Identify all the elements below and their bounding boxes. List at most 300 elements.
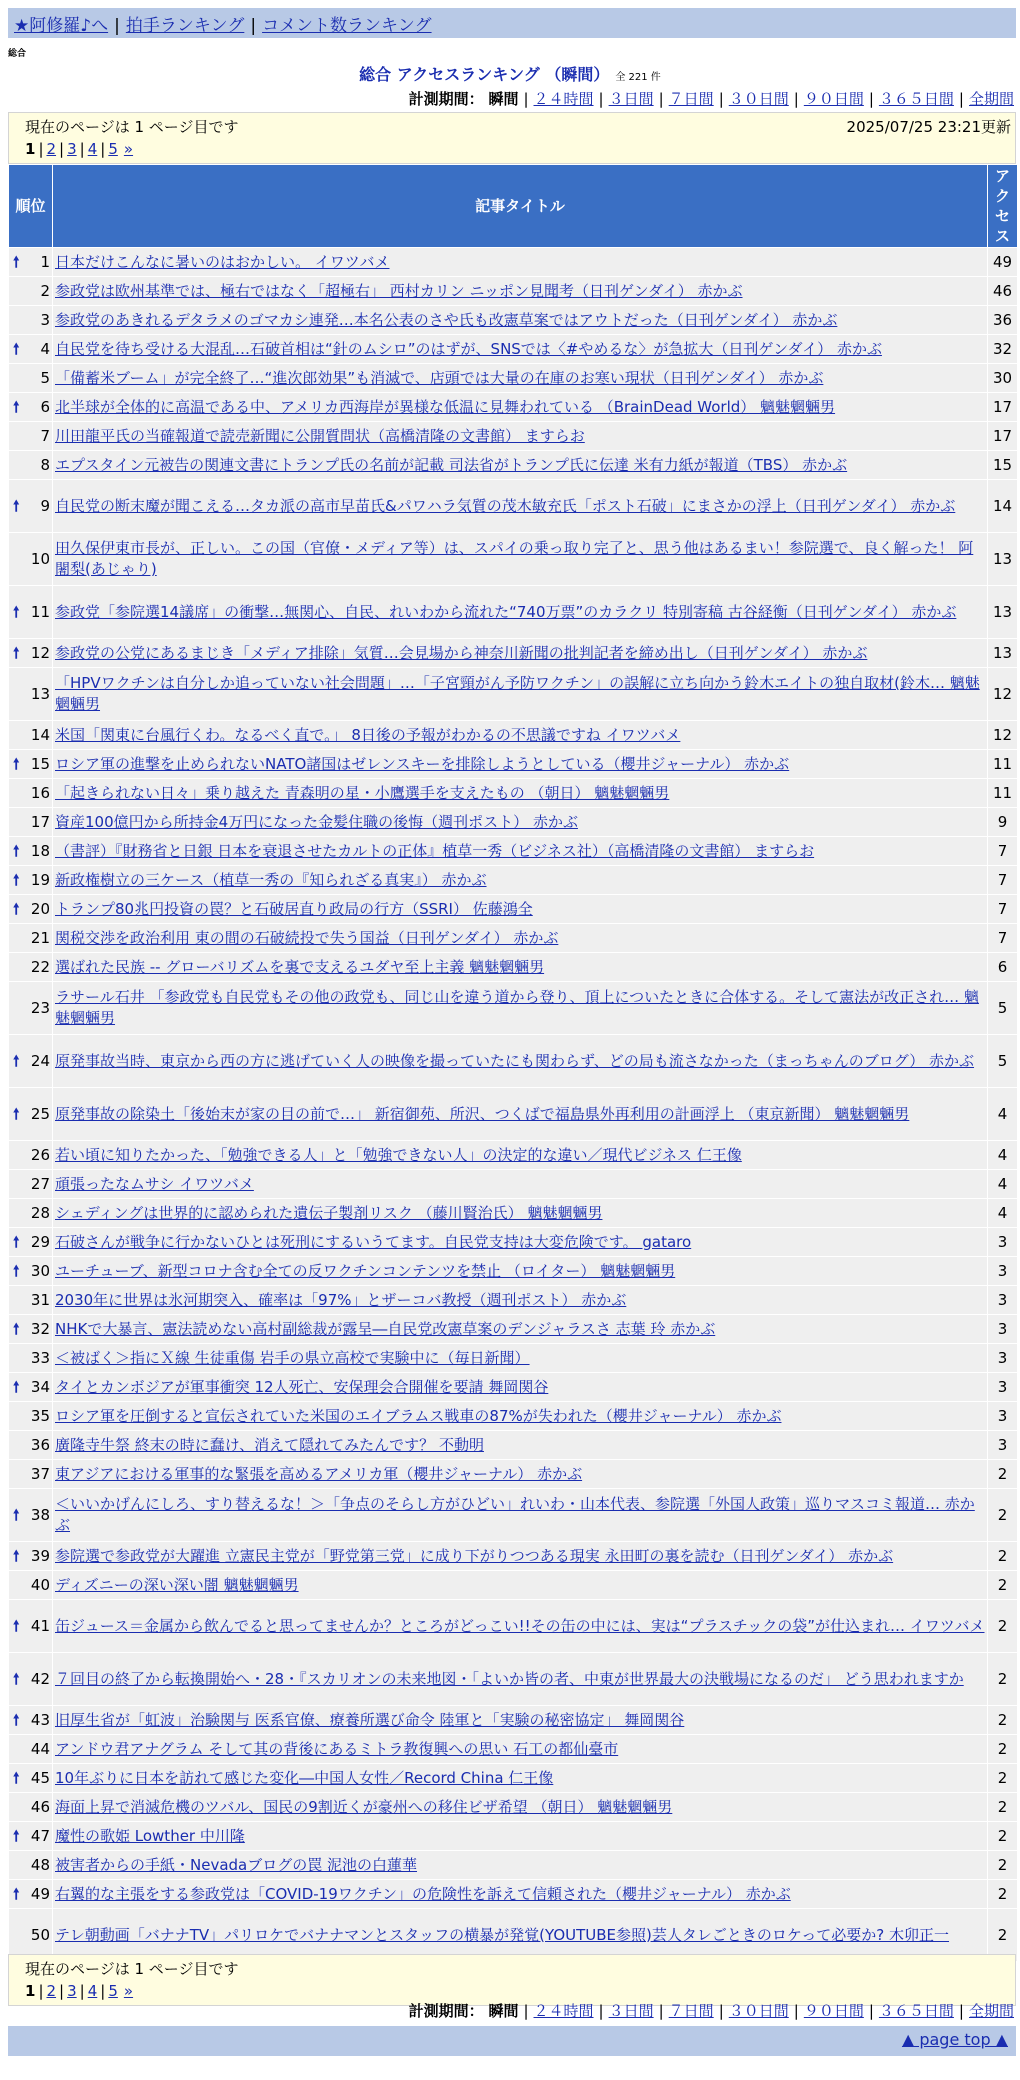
rank-number: 5	[40, 368, 50, 387]
title-cell	[53, 982, 988, 1035]
page-link-5[interactable]: 5	[108, 140, 118, 158]
access-count: 17	[988, 422, 1018, 451]
article-title-link[interactable]: 原発事故の除染土「後始末が家の目の前で…」 新宿御苑、所沢、つくばで福島県外再利用の計画浮上 （東京新聞） 魑魅魍魎男	[55, 1104, 910, 1123]
article-title-link[interactable]: 参院選で参政党が大躍進 立憲民主党が「野党第三党」に成り下がりつつある現実 永田町の裏を読む（日刊ゲンダイ） 赤かぶ	[55, 1546, 894, 1565]
article-title-link[interactable]: 「起きられない日々」乗り越えた 青森明の星・小鷹選手を支えたもの （朝日） 魑魅魍魎男	[55, 783, 670, 802]
title-cell	[53, 1571, 988, 1600]
rank-cell	[9, 306, 53, 335]
article-title-link[interactable]: 日本だけこんなに暑いのはおかしい。 イワツバメ	[55, 252, 390, 271]
access-count: 3	[988, 1257, 1018, 1286]
title-cell	[53, 1489, 988, 1542]
access-count: 15	[988, 451, 1018, 480]
rank-cell	[9, 586, 53, 639]
title-cell	[53, 668, 988, 721]
table-row	[9, 451, 1018, 480]
access-count: 2	[988, 1571, 1018, 1600]
access-count: 4	[988, 1088, 1018, 1141]
title-cell	[53, 277, 988, 306]
period-option-90d[interactable]: ９０日間	[803, 90, 864, 108]
rank-cell	[9, 1431, 53, 1460]
table-row	[9, 1764, 1018, 1793]
rank-number: 48	[30, 1855, 50, 1874]
table-row	[9, 277, 1018, 306]
access-count: 46	[988, 277, 1018, 306]
rank-number: 25	[30, 1104, 50, 1123]
article-title-link[interactable]: 自民党を待ち受ける大混乱…石破首相は“針のムシロ”のはずが、SNSでは〈#やめるな〉が急拡大（日刊ゲンダイ） 赤かぶ	[55, 339, 882, 358]
rank-cell	[9, 1851, 53, 1880]
title-cell	[53, 248, 988, 277]
table-row	[9, 1706, 1018, 1735]
title-cell	[53, 895, 988, 924]
rank-number: 34	[30, 1377, 50, 1396]
article-title-link[interactable]: 自民党の断末魔が聞こえる…タカ派の高市早苗氏&パワハラ気質の茂木敏充氏「ポスト石破」にまさかの浮上（日刊ゲンダイ） 赤かぶ	[55, 496, 956, 515]
period-option-30d[interactable]: ３０日間	[728, 90, 789, 108]
rank-up-arrow-icon: 🠕	[13, 1617, 20, 1635]
article-title-link[interactable]: トランプ80兆円投資の罠？と石破居直り政局の行方（SSRI） 佐藤鴻全	[55, 899, 533, 918]
article-title-link[interactable]: 右翼的な主張をする参政党は「COVID-19ワクチン」の危険性を訴えて信頼された（櫻井ジャーナル） 赤かぶ	[55, 1884, 791, 1903]
access-count: 2	[988, 1735, 1018, 1764]
header-access: アクセス	[988, 165, 1018, 248]
category-label: 総合	[8, 49, 27, 59]
access-count: 2	[988, 1460, 1018, 1489]
title-cell	[53, 1315, 988, 1344]
access-count: 12	[988, 721, 1018, 750]
table-row	[9, 1141, 1018, 1170]
table-row	[9, 1460, 1018, 1489]
title-cell	[53, 393, 988, 422]
table-row	[9, 1199, 1018, 1228]
rank-up-arrow-icon: 🠕	[13, 1262, 20, 1280]
access-count: 3	[988, 1315, 1018, 1344]
article-title-link[interactable]: テレ朝動画「バナナTV」パリロケでバナナマンとスタッフの横暴が発覚(YOUTUBE参照)芸人タレごときのロケって必要か? 木卯正一	[55, 1925, 950, 1944]
rank-cell	[9, 1035, 53, 1088]
rank-number: 15	[30, 754, 50, 773]
rank-up-arrow-icon: 🠕	[13, 1052, 20, 1070]
rank-up-arrow-icon: 🠕	[13, 871, 20, 889]
period-option-365d[interactable]: ３６５日間	[878, 90, 954, 108]
period-option-24h[interactable]: ２４時間	[533, 2002, 594, 2020]
article-title-link[interactable]: 参政党は欧州基準では、極右ではなく「超極右」 西村カリン ニッポン見聞考（日刊ゲンダイ） 赤かぶ	[55, 281, 743, 300]
article-title-link[interactable]: 川田龍平氏の当確報道で読売新聞に公開質問状（高橋清隆の文書館） ますらお	[55, 426, 585, 445]
rank-up-arrow-icon: 🠕	[13, 1105, 20, 1123]
title-cell	[53, 1373, 988, 1402]
page-top-link[interactable]: ▲ page top ▲	[901, 2030, 1008, 2049]
rank-cell	[9, 1706, 53, 1735]
title-cell	[53, 779, 988, 808]
article-title-link[interactable]: 石破さんが戦争に行かないひとは死刑にするいうてます。自民党支持は大変危険です。 gataro	[55, 1232, 692, 1251]
article-title-link[interactable]: アンドウ君アナグラム そして其の背後にあるミトラ教復興への思い 石工の都仙臺市	[55, 1739, 619, 1758]
article-title-link[interactable]: 東アジアにおける軍事的な緊張を高めるアメリカ軍（櫻井ジャーナル） 赤かぶ	[55, 1464, 583, 1483]
rank-cell	[9, 1542, 53, 1571]
article-title-link[interactable]: 関税交渉を政治利用 東の間の石破続投で失う国益（日刊ゲンダイ） 赤かぶ	[55, 928, 559, 947]
rank-up-arrow-icon: 🠕	[13, 1547, 20, 1565]
rank-up-arrow-icon: 🠕	[13, 1711, 20, 1729]
rank-cell	[9, 750, 53, 779]
title-cell	[53, 1228, 988, 1257]
period-option-7d[interactable]: ７日間	[668, 2002, 714, 2020]
table-row	[9, 533, 1018, 586]
title-cell	[53, 1706, 988, 1735]
article-title-link[interactable]: ユーチューブ、新型コロナ含む全ての反ワクチンコンテンツを禁止 （ロイター） 魑魅魍魎男	[55, 1261, 676, 1280]
rank-number: 14	[30, 725, 50, 744]
access-count: 36	[988, 306, 1018, 335]
access-count: 32	[988, 335, 1018, 364]
rank-number: 8	[40, 455, 50, 474]
title-cell	[53, 1460, 988, 1489]
period-label: 計測期間：	[408, 2002, 484, 2020]
table-row	[9, 393, 1018, 422]
title-cell	[53, 1793, 988, 1822]
rank-number: 22	[30, 957, 50, 976]
table-row	[9, 1035, 1018, 1088]
period-option-3d[interactable]: ３日間	[608, 90, 654, 108]
rank-number: 33	[30, 1348, 50, 1367]
page-title-text: 総合 アクセスランキング （瞬間）	[359, 65, 610, 84]
table-row	[9, 639, 1018, 668]
article-title-link[interactable]: ディズニーの深い深い闇 魑魅魍魎男	[55, 1575, 299, 1594]
title-cell	[53, 1735, 988, 1764]
title-cell	[53, 364, 988, 393]
article-title-link[interactable]: 「備蓄米ブーム」が完全終了…“進次郎効果”も消滅で、店頭では大量の在庫のお寒い現状（日刊ゲンダイ） 赤かぶ	[55, 368, 824, 387]
header-title: 記事タイトル	[53, 165, 988, 248]
pager-bottom	[8, 1954, 1016, 2006]
table-row	[9, 924, 1018, 953]
rank-cell	[9, 1600, 53, 1653]
table-row	[9, 895, 1018, 924]
article-title-link[interactable]: 新政権樹立の三ケース（植草一秀の『知られざる真実』） 赤かぶ	[55, 870, 487, 889]
rank-number: 42	[30, 1669, 50, 1688]
article-title-link[interactable]: 魔性の歌姫 Lowther 中川隆	[55, 1826, 245, 1845]
nav-link-comment-ranking[interactable]: コメント数ランキング	[262, 16, 432, 36]
rank-cell	[9, 1735, 53, 1764]
access-count: 4	[988, 1141, 1018, 1170]
article-title-link[interactable]: タイとカンボジアが軍事衝突 12人死亡、安保理会合開催を要請 舞岡関谷	[55, 1377, 549, 1396]
access-count: 2	[988, 1764, 1018, 1793]
table-row	[9, 1228, 1018, 1257]
rank-up-arrow-icon: 🠕	[13, 497, 20, 515]
table-row	[9, 953, 1018, 982]
period-option-all[interactable]: 全期間	[968, 2002, 1014, 2020]
title-cell	[53, 422, 988, 451]
page-current: 1	[25, 1982, 36, 2000]
page-link-2[interactable]: 2	[46, 140, 57, 158]
rank-cell	[9, 1141, 53, 1170]
updated-timestamp: 2025/07/25 23:21更新	[846, 118, 1011, 136]
table-row	[9, 1402, 1018, 1431]
rank-number: 35	[30, 1406, 50, 1425]
title-cell	[53, 808, 988, 837]
rank-number: 13	[30, 684, 50, 703]
table-row	[9, 248, 1018, 277]
article-title-link[interactable]: ロシア軍の進撃を止められないNATO諸国はゼレンスキーを排除しようとしている（櫻井ジャーナル） 赤かぶ	[55, 754, 790, 773]
table-row	[9, 1489, 1018, 1542]
access-count: 2	[988, 1542, 1018, 1571]
table-row	[9, 1431, 1018, 1460]
table-row	[9, 1793, 1018, 1822]
access-count: 2	[988, 1489, 1018, 1542]
rank-cell	[9, 982, 53, 1035]
article-title-link[interactable]: エプスタイン元被告の関連文書にトランプ氏の名前が記載 司法省がトランプ氏に伝達 米有力紙が報道（TBS） 赤かぶ	[55, 455, 848, 474]
rank-number: 49	[30, 1884, 50, 1903]
access-count: 13	[988, 639, 1018, 668]
total-count: 全 221 件	[615, 72, 661, 83]
rank-number: 47	[30, 1826, 50, 1845]
rank-cell	[9, 533, 53, 586]
rank-up-arrow-icon: 🠕	[13, 1378, 20, 1396]
nav-link-clap-ranking[interactable]: 拍手ランキング	[125, 16, 245, 36]
table-row	[9, 1653, 1018, 1706]
rank-up-arrow-icon: 🠕	[13, 1670, 20, 1688]
title-cell	[53, 953, 988, 982]
rank-cell	[9, 1228, 53, 1257]
access-count: 4	[988, 1170, 1018, 1199]
page-current: 1	[25, 140, 36, 158]
rank-up-arrow-icon: 🠕	[13, 1827, 20, 1845]
rank-cell	[9, 668, 53, 721]
access-count: 4	[988, 1199, 1018, 1228]
table-row	[9, 866, 1018, 895]
table-row	[9, 1600, 1018, 1653]
access-count: 7	[988, 866, 1018, 895]
nav-link-asyura[interactable]: ★阿修羅♪へ	[14, 16, 109, 36]
title-cell	[53, 750, 988, 779]
pager-current-text: 現在のページは 1 ページ目です	[25, 1960, 239, 1978]
page-link-5[interactable]: 5	[108, 1982, 118, 2000]
table-row	[9, 1851, 1018, 1880]
rank-number: 44	[30, 1739, 50, 1758]
rank-cell	[9, 451, 53, 480]
rank-number: 21	[30, 928, 50, 947]
page-link-3[interactable]: 3	[67, 1982, 77, 2000]
page-link-2[interactable]: 2	[46, 1982, 57, 2000]
rank-number: 23	[30, 998, 50, 1017]
rank-cell	[9, 866, 53, 895]
rank-cell	[9, 1793, 53, 1822]
table-row	[9, 779, 1018, 808]
title-cell	[53, 306, 988, 335]
access-count: 3	[988, 1344, 1018, 1373]
access-count: 14	[988, 480, 1018, 533]
access-count: 5	[988, 982, 1018, 1035]
access-count: 3	[988, 1373, 1018, 1402]
rank-up-arrow-icon: 🠕	[13, 340, 20, 358]
title-cell	[53, 1199, 988, 1228]
rank-cell	[9, 480, 53, 533]
article-title-link[interactable]: 10年ぶりに日本を訪れて感じた変化―中国人女性／Record China 仁王像	[55, 1768, 554, 1787]
article-title-link[interactable]: 参政党のあきれるデタラメのゴマカシ連発…本名公表のさや氏も改憲草案ではアウトだった（日刊ゲンダイ） 赤かぶ	[55, 310, 838, 329]
article-title-link[interactable]: 被害者からの手紙・Nevadaブログの罠 泥池の白蓮華	[55, 1855, 418, 1874]
rank-number: 12	[30, 643, 50, 662]
access-count: 7	[988, 895, 1018, 924]
period-option-365d[interactable]: ３６５日間	[878, 2002, 954, 2020]
article-title-link[interactable]: 廣隆寺牛祭 終末の時に蠢け、消えて隠れてみたんです？ 不動明	[55, 1435, 484, 1454]
rank-number: 39	[30, 1546, 50, 1565]
period-option-7d[interactable]: ７日間	[668, 90, 714, 108]
access-count: 7	[988, 837, 1018, 866]
rank-number: 26	[30, 1145, 50, 1164]
article-title-link[interactable]: ＜いいかげんにしろ、すり替えるな！＞「争点のそらし方がひどい」れいわ・山本代表、参院選「外国人政策」巡りマスコミ報道… 赤かぶ	[55, 1495, 975, 1534]
table-row	[9, 1373, 1018, 1402]
article-title-link[interactable]: 「HPVワクチンは自分しか追っていない社会問題」…「子宮頸がん予防ワクチン」の誤解に立ち向かう鈴木エイトの独自取材(鈴木… 魑魅魍魎男	[55, 674, 980, 713]
article-title-link[interactable]: 缶ジュース＝金属から飲んでると思ってませんか？ところがどっこい!!その缶の中には、実は“プラスチックの袋”が仕込まれ… イワツバメ	[55, 1616, 985, 1635]
table-header-row	[9, 165, 1018, 248]
title-cell	[53, 721, 988, 750]
title-cell	[53, 639, 988, 668]
table-row	[9, 808, 1018, 837]
page-link-4[interactable]: 4	[87, 1982, 98, 2000]
period-option-30d[interactable]: ３０日間	[728, 2002, 789, 2020]
article-title-link[interactable]: 資産100億円から所持金4万円になった金髪住職の後悔（週刊ポスト） 赤かぶ	[55, 812, 578, 831]
access-count: 11	[988, 750, 1018, 779]
rank-cell	[9, 1653, 53, 1706]
rank-cell	[9, 1822, 53, 1851]
table-row	[9, 480, 1018, 533]
rank-cell	[9, 277, 53, 306]
table-row	[9, 335, 1018, 364]
rank-number: 18	[30, 841, 50, 860]
rank-up-arrow-icon: 🠕	[13, 1506, 20, 1524]
table-row	[9, 1571, 1018, 1600]
period-option-all[interactable]: 全期間	[968, 90, 1014, 108]
rank-number: 3	[40, 310, 50, 329]
table-row	[9, 1735, 1018, 1764]
rank-cell	[9, 1199, 53, 1228]
table-row	[9, 306, 1018, 335]
access-count: 2	[988, 1880, 1018, 1909]
article-title-link[interactable]: シェディングは世界的に認められた遺伝子製剤リスク （藤川賢治氏） 魑魅魍魎男	[55, 1203, 603, 1222]
rank-up-arrow-icon: 🠕	[13, 253, 20, 271]
rank-cell	[9, 837, 53, 866]
article-title-link[interactable]: 旧厚生省が「虹波」治験関与 医系官僚、療養所選び命令 陸軍と「実験の秘密協定」 舞岡関谷	[55, 1710, 685, 1729]
table-row	[9, 1088, 1018, 1141]
table-row	[9, 1344, 1018, 1373]
table-row	[9, 364, 1018, 393]
period-option-90d[interactable]: ９０日間	[803, 2002, 864, 2020]
access-count: 12	[988, 668, 1018, 721]
title-cell	[53, 1170, 988, 1199]
title-cell	[53, 480, 988, 533]
top-nav-bar	[8, 8, 1016, 38]
rank-cell	[9, 1088, 53, 1141]
rank-cell	[9, 1764, 53, 1793]
table-row	[9, 1542, 1018, 1571]
table-row	[9, 668, 1018, 721]
rank-cell	[9, 924, 53, 953]
rank-number: 9	[40, 496, 50, 515]
article-title-link[interactable]: 参政党「参院選14議席」の衝撃…無関心、自民、れいわから流れた“740万票”のカラクリ 特別寄稿 古谷経衡（日刊ゲンダイ） 赤かぶ	[55, 602, 957, 621]
rank-up-arrow-icon: 🠕	[13, 644, 20, 662]
access-count: 11	[988, 779, 1018, 808]
period-current: 瞬間	[488, 90, 519, 108]
rank-number: 11	[30, 602, 50, 621]
article-title-link[interactable]: 頑張ったなムサシ イワツバメ	[55, 1174, 254, 1193]
rank-up-arrow-icon: 🠕	[13, 755, 20, 773]
title-cell	[53, 866, 988, 895]
article-title-link[interactable]: 田久保伊東市長が、正しい。この国（官僚・メディア等）は、スパイの乗っ取り完了と、思う他はあるまい！参院選で、良く解った！ 阿闍梨(あじゃり)	[55, 539, 974, 578]
rank-number: 1	[40, 252, 50, 271]
table-row	[9, 1822, 1018, 1851]
page-next-link[interactable]: »	[123, 1982, 134, 2000]
period-option-3d[interactable]: ３日間	[608, 2002, 654, 2020]
article-title-link[interactable]: （書評）『財務省と日銀 日本を衰退させたカルトの正体』植草一秀（ビジネス社）（高橋清隆の文書館） ますらお	[55, 841, 815, 860]
rank-number: 28	[30, 1203, 50, 1222]
rank-cell	[9, 393, 53, 422]
article-title-link[interactable]: ７回目の終了から転換開始へ・28・『スカリオンの未来地図・「よいか皆の者、中東が世界最大の決戦場になるのだ」 どう思われますか	[55, 1669, 964, 1688]
access-count: 6	[988, 953, 1018, 982]
rank-up-arrow-icon: 🠕	[13, 603, 20, 621]
article-title-link[interactable]: 参政党の公党にあるまじき「メディア排除」気質…会見場から神奈川新聞の批判記者を締め出し（日刊ゲンダイ） 赤かぶ	[55, 643, 868, 662]
page-link-4[interactable]: 4	[87, 140, 98, 158]
access-count: 5	[988, 1035, 1018, 1088]
page-links: 1 | 2 | 3 | 4 | 5 »	[25, 1982, 134, 2000]
rank-cell	[9, 779, 53, 808]
page-title	[0, 62, 1020, 85]
table-row	[9, 1315, 1018, 1344]
access-count: 2	[988, 1653, 1018, 1706]
article-title-link[interactable]: 2030年に世界は氷河期突入、確率は「97%」とザーコバ教授（週刊ポスト） 赤かぶ	[55, 1290, 627, 1309]
article-title-link[interactable]: 若い頃に知りたかった、「勉強できる人」と「勉強できない人」の決定的な違い／現代ビジネス 仁王像	[55, 1145, 742, 1164]
rank-number: 27	[30, 1174, 50, 1193]
article-title-link[interactable]: 選ばれた民族 -- グローバリズムを裏で支えるユダヤ至上主義 魑魅魍魎男	[55, 957, 545, 976]
access-count: 3	[988, 1402, 1018, 1431]
rank-number: 29	[30, 1232, 50, 1251]
page-next-link[interactable]: »	[123, 140, 134, 158]
rank-number: 19	[30, 870, 50, 889]
rank-cell	[9, 1344, 53, 1373]
article-title-link[interactable]: 海面上昇で消滅危機のツバル、国民の9割近くが豪州への移住ビザ希望 （朝日） 魑魅魍魎男	[55, 1797, 673, 1816]
rank-number: 31	[30, 1290, 50, 1309]
rank-cell	[9, 1880, 53, 1909]
access-count: 2	[988, 1851, 1018, 1880]
rank-up-arrow-icon: 🠕	[13, 1769, 20, 1787]
rank-cell	[9, 422, 53, 451]
table-row	[9, 721, 1018, 750]
access-count: 2	[988, 1909, 1018, 1962]
rank-number: 50	[30, 1925, 50, 1944]
table-row	[9, 586, 1018, 639]
period-option-24h[interactable]: ２４時間	[533, 90, 594, 108]
article-title-link[interactable]: 原発事故当時、東京から西の方に逃げていく人の映像を撮っていたにも関わらず、どの局も流さなかった（まっちゃんのブログ） 赤かぶ	[55, 1051, 975, 1070]
rank-cell	[9, 1286, 53, 1315]
article-title-link[interactable]: NHKで大暴言、憲法読めない高村副総裁が露呈―自民党改憲草案のデンジャラスさ 志葉 玲 赤かぶ	[55, 1319, 716, 1338]
period-selector-top: 計測期間： 瞬間 | ２４時間 | ３日間 | ７日間 | ３０日間 | ９０日間 | ３６５日間 | 全期間	[408, 90, 1014, 108]
rank-cell	[9, 639, 53, 668]
access-count: 17	[988, 393, 1018, 422]
access-count: 7	[988, 924, 1018, 953]
access-count: 3	[988, 1286, 1018, 1315]
rank-cell	[9, 1489, 53, 1542]
article-title-link[interactable]: 北半球が全体的に高温である中、アメリカ西海岸が異様な低温に見舞われている （BrainDead World） 魑魅魍魎男	[55, 397, 836, 416]
pager-top	[8, 112, 1016, 164]
page-link-3[interactable]: 3	[67, 140, 77, 158]
rank-number: 2	[40, 281, 50, 300]
article-title-link[interactable]: 米国「関東に台風行くわ。なるべく直で。」 8日後の予報がわかるの不思議ですね イワツバメ	[55, 725, 681, 744]
title-cell	[53, 1851, 988, 1880]
title-cell	[53, 1822, 988, 1851]
rank-up-arrow-icon: 🠕	[13, 900, 20, 918]
period-current: 瞬間	[488, 2002, 519, 2020]
article-title-link[interactable]: ＜被ばく＞指にＸ線 生徒重傷 岩手の県立高校で実験中に（毎日新聞）	[55, 1348, 530, 1367]
title-cell	[53, 451, 988, 480]
rank-cell	[9, 1257, 53, 1286]
rank-number: 32	[30, 1319, 50, 1338]
article-title-link[interactable]: ラサール石井 「参政党も自民党もその他の政党も、同じ山を違う道から登り、頂上についたときに合体する。そして憲法が改正され… 魑魅魍魎男	[55, 988, 979, 1027]
article-title-link[interactable]: ロシア軍を圧倒すると宣伝されていた米国のエイブラムス戦車の87%が失われた（櫻井ジャーナル） 赤かぶ	[55, 1406, 782, 1425]
rank-cell	[9, 808, 53, 837]
access-count: 13	[988, 586, 1018, 639]
table-row	[9, 837, 1018, 866]
title-cell	[53, 1141, 988, 1170]
